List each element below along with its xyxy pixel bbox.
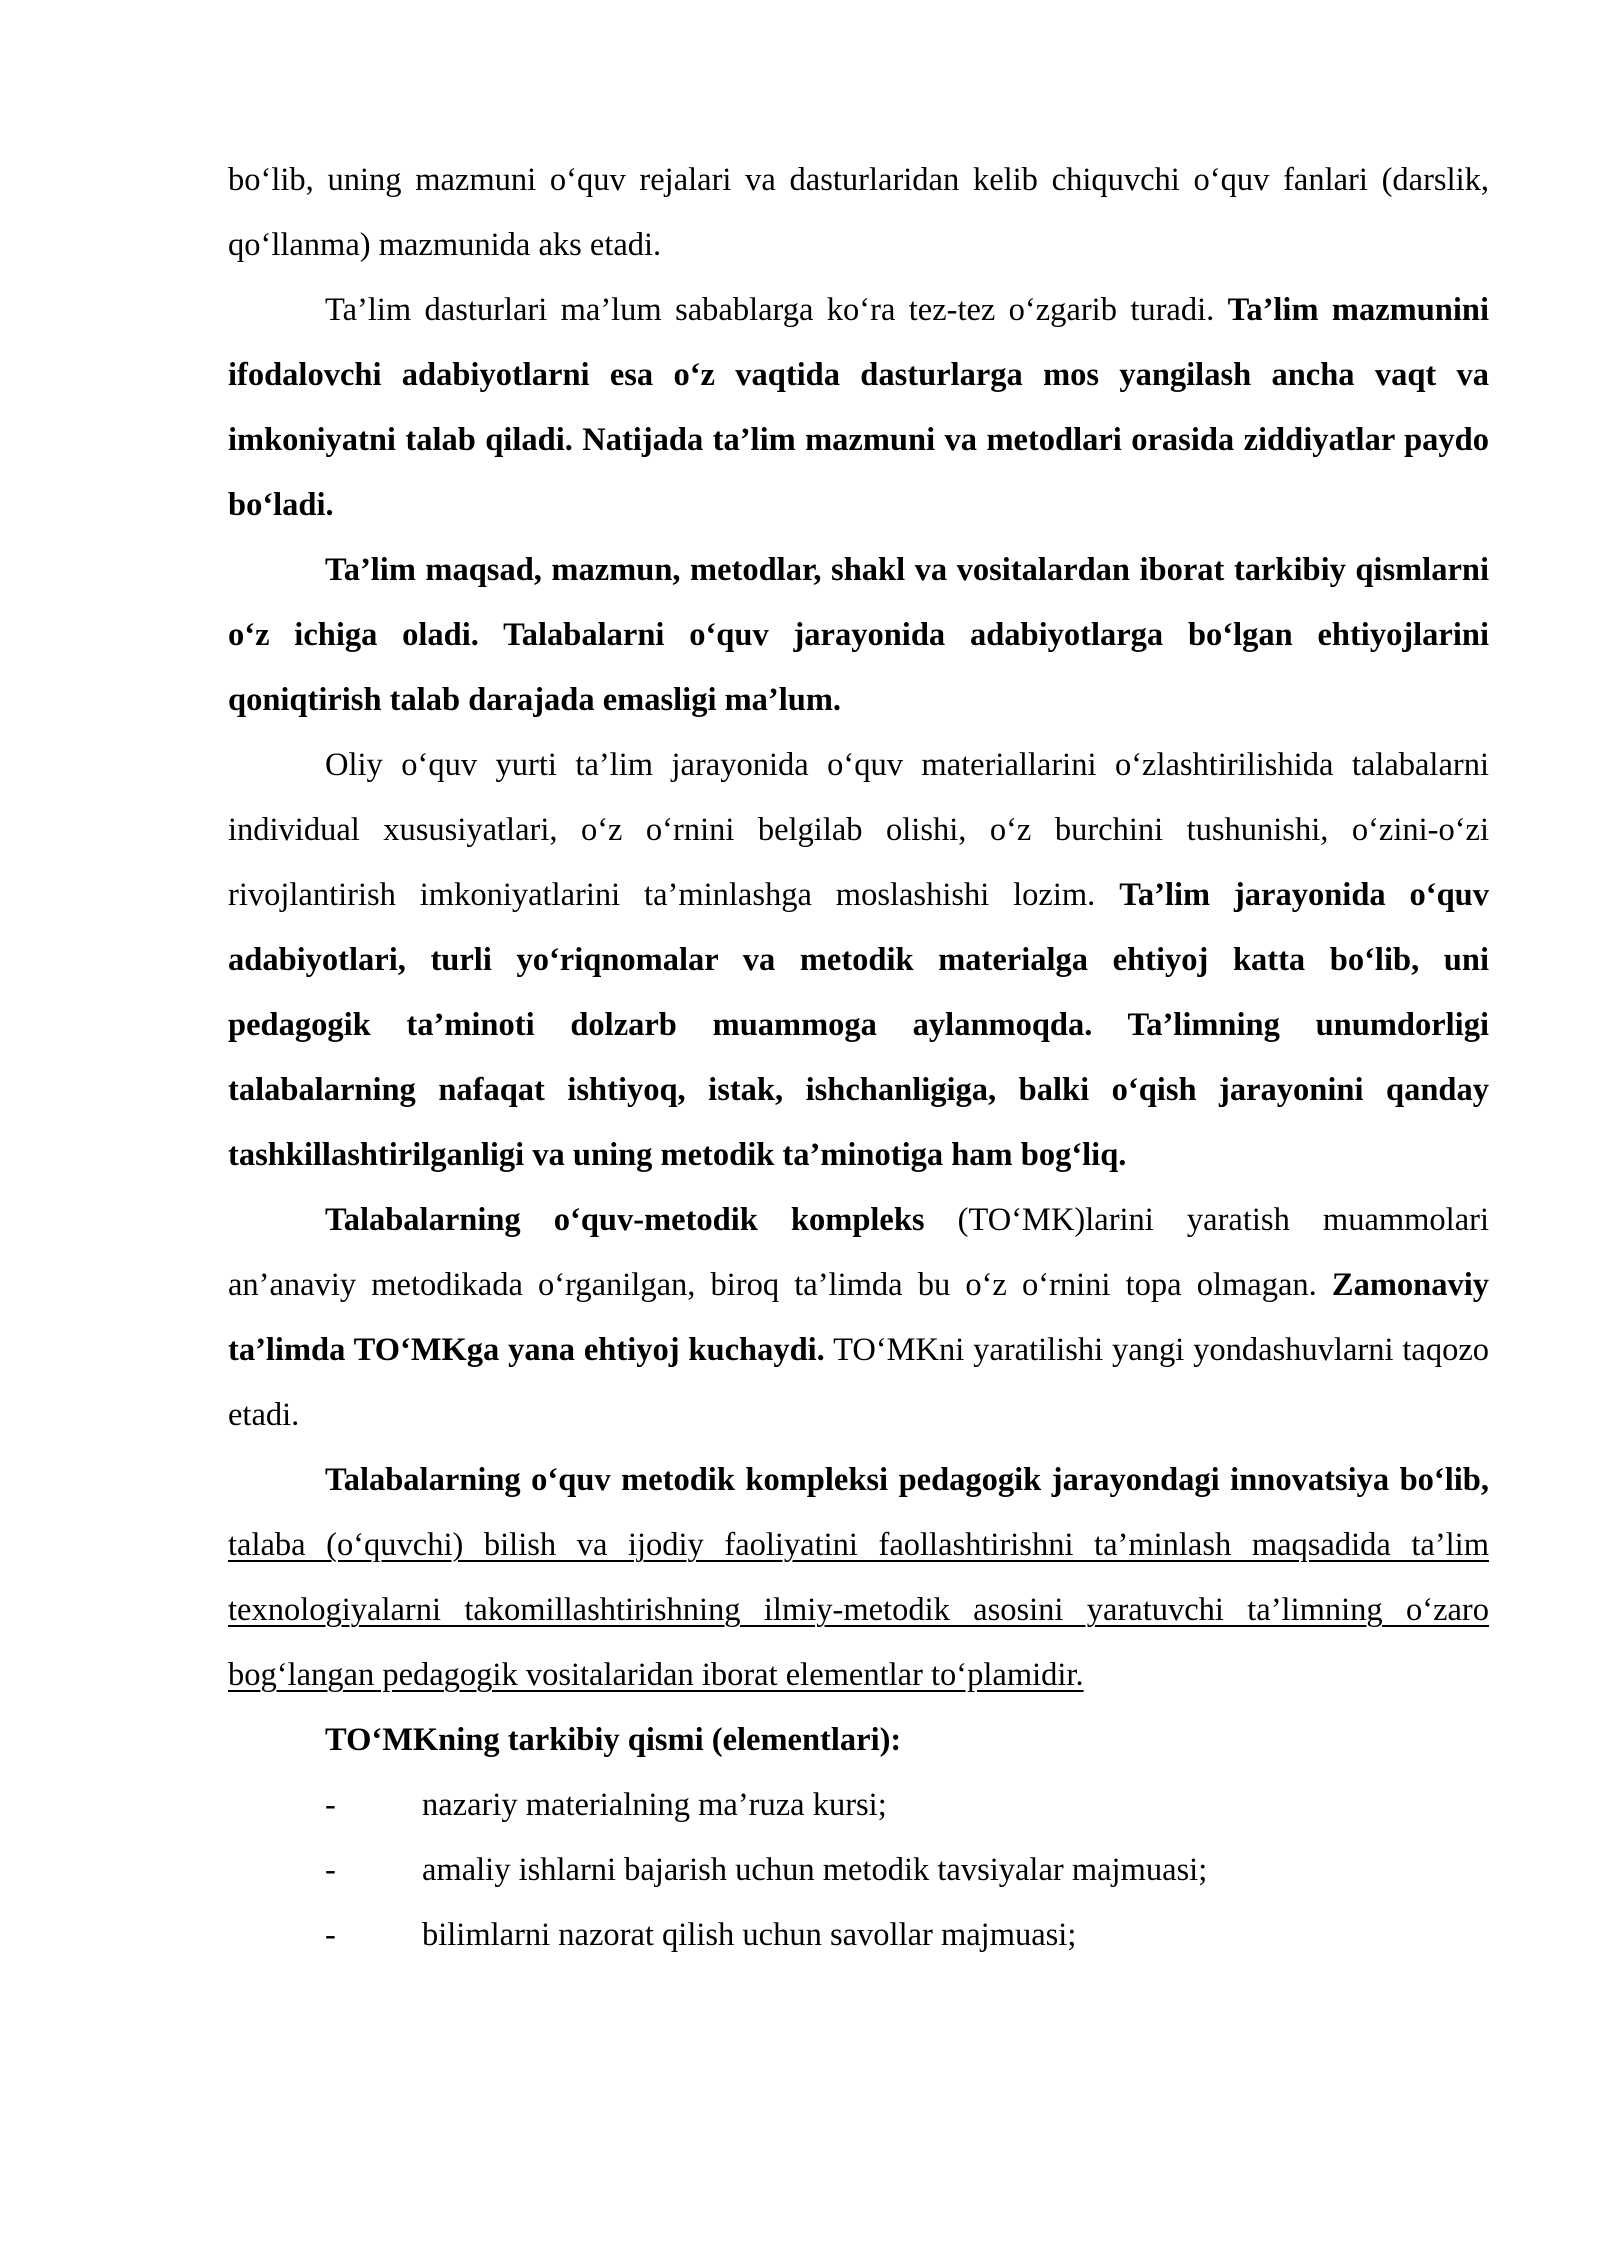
element-list bbox=[228, 1773, 1489, 1968]
paragraph-2-bold: Ta’lim mazmunini ifodalovchi adabiyotlarni esa o‘z vaqtida dasturlarga mos yangilash ancha vaqt va imkoniyatni talab qiladi. Natijada ta’lim mazmuni va metodlari orasida ziddiyatlar paydo bo‘ladi. bbox=[228, 292, 1489, 523]
list-item-text: amaliy ishlarni bajarish uchun metodik tavsiyalar majmuasi; bbox=[422, 1852, 1208, 1888]
paragraph-5 bbox=[228, 1188, 1489, 1448]
list-dash: - bbox=[325, 1917, 336, 1953]
list-item bbox=[228, 1903, 1489, 1968]
paragraph-5-normal-2: TO‘MKni yaratilishi yangi yondashuvlarni taqozo etadi. bbox=[228, 1332, 1489, 1433]
list-item bbox=[228, 1773, 1489, 1838]
paragraph-4-normal: Oliy o‘quv yurti ta’lim jarayonida o‘quv materiallarini o‘zlashtirilishida talabalarni individual xususiyatlari, o‘z o‘rnini belgilab olishi, o‘z burchini tushunishi, o‘zini-o‘zi rivojlantirish imkoniyatlarini ta’minlashga moslashishi lozim. bbox=[228, 747, 1489, 913]
paragraph-1 bbox=[228, 148, 1489, 278]
document-body bbox=[228, 148, 1489, 1968]
paragraph-6 bbox=[228, 1448, 1489, 1708]
list-dash: - bbox=[325, 1787, 336, 1823]
paragraph-2 bbox=[228, 278, 1489, 538]
section-heading: TO‘MKning tarkibiy qismi (elementlari): bbox=[325, 1722, 902, 1758]
paragraph-4-bold: Ta’lim jarayonida o‘quv adabiyotlari, turli yo‘riqnomalar va metodik materialga ehtiyoj katta bo‘lib, uni pedagogik ta’minoti dolzarb muammoga aylanmoqda. Ta’limning unumdorligi talabalarning nafaqat ishtiyoq, istak, ishchanligiga, balki o‘qish jarayonini qanday tashkillashtirilganligi va uning metodik ta’minotiga ham bog‘liq. bbox=[228, 877, 1489, 1173]
paragraph-4 bbox=[228, 733, 1489, 1188]
list-item-text: nazariy materialning ma’ruza kursi; bbox=[422, 1787, 887, 1823]
paragraph-6-underlined-definition: talaba (o‘quvchi) bilish va ijodiy faoliyatini faollashtirishni ta’minlash maqsadida ta’lim texnologiyalarni takomillashtirishning ilmiy-metodik asosini yaratuvchi ta’limning o‘zaro bog‘langan pedagogik vositalaridan iborat elementlar to‘plamidir. bbox=[228, 1527, 1489, 1693]
paragraph-2-normal: Ta’lim dasturlari ma’lum sabablarga ko‘ra tez-tez o‘zgarib turadi. bbox=[325, 292, 1228, 328]
paragraph-3 bbox=[228, 538, 1489, 733]
paragraph-5-bold-1: Talabalarning o‘quv-metodik kompleks bbox=[325, 1202, 925, 1238]
paragraph-3-bold: Ta’lim maqsad, mazmun, metodlar, shakl va vositalardan iborat tarkibiy qismlarni o‘z ichiga oladi. Talabalarni o‘quv jarayonida adabiyotlarga bo‘lgan ehtiyojlarini qoniqtirish talab darajada emasligi ma’lum. bbox=[228, 552, 1489, 718]
list-dash: - bbox=[325, 1852, 336, 1888]
paragraph-5-normal-1: (TO‘MK)larini yaratish muammolari an’anaviy metodikada o‘rganilgan, biroq ta’limda bu o‘z o‘rnini topa olmagan. bbox=[228, 1202, 1489, 1303]
paragraph-1-text: bo‘lib, uning mazmuni o‘quv rejalari va dasturlaridan kelib chiquvchi o‘quv fanlari (darslik, qo‘llanma) mazmunida aks etadi. bbox=[228, 162, 1489, 263]
paragraph-6-bold: Talabalarning o‘quv metodik kompleksi pedagogik jarayondagi innovatsiya bo‘lib, bbox=[325, 1462, 1489, 1498]
list-item-text: bilimlarni nazorat qilish uchun savollar majmuasi; bbox=[422, 1917, 1077, 1953]
paragraph-5-bold-2: Zamonaviy ta’limda TO‘MKga yana ehtiyoj kuchaydi. bbox=[228, 1267, 1489, 1368]
list-item bbox=[228, 1838, 1489, 1903]
